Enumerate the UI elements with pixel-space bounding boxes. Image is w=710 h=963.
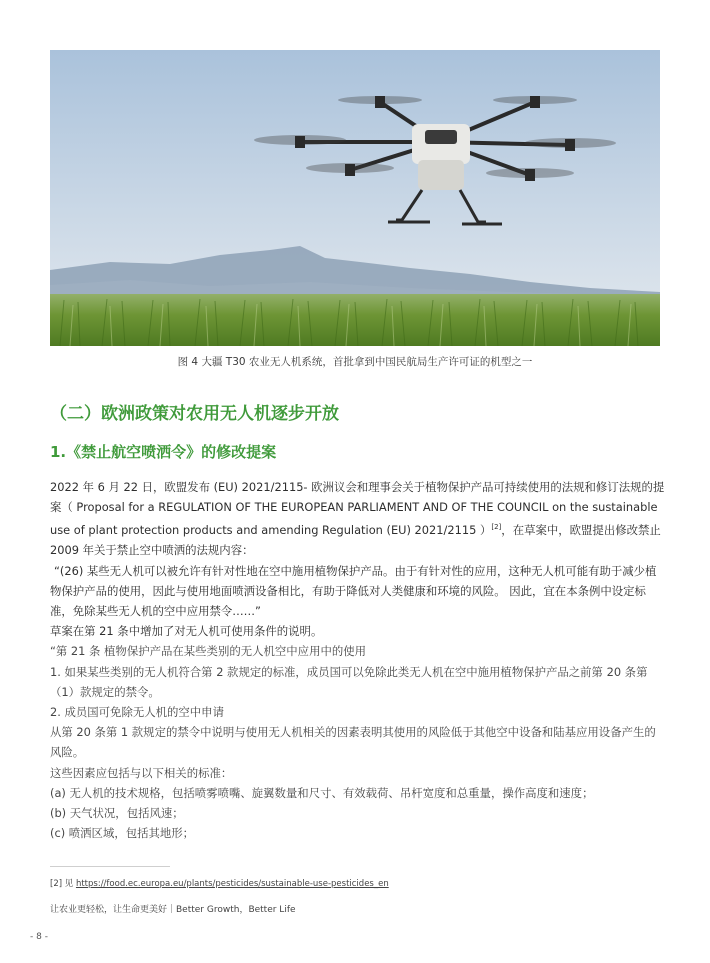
footnote-ref: [2]	[491, 523, 502, 532]
footnote-prefix: [2] 见	[50, 879, 76, 889]
body-text	[50, 477, 666, 843]
paragraph-intro-text: 2022 年 6 月 22 日，欧盟发布 (EU) 2021/2115- 欧洲议会和理事会关于植物保护产品可持续使用的法规和修订法规的提案（ Proposal for a REGULATION OF THE EUROPEAN PARLIAMENT AND OF THE COUNCIL on the sustainable use of plant protection products and amending Regulation (EU) 2021/2115 ）	[50, 480, 665, 538]
drone-photo	[50, 50, 660, 346]
article-21-title: “第 21 条 植物保护产品在某些类别的无人机空中应用中的使用	[50, 644, 367, 659]
article-21-item-2: 2. 成员国可免除无人机的空中申请	[50, 705, 224, 720]
slogan: 让农业更轻松，让生命更美好｜Better Growth，Better Life	[50, 905, 296, 915]
footnote-divider	[50, 866, 170, 867]
criterion-b: (b) 天气状况，包括风速；	[50, 806, 184, 821]
subsection-heading: 1.《禁止航空喷洒令》的修改提案	[50, 443, 277, 461]
section-heading: （二）欧洲政策对农用无人机逐步开放	[50, 404, 339, 424]
figure-caption: 图 4 大疆 T30 农业无人机系统，首批拿到中国民航局生产许可证的机型之一	[177, 356, 533, 368]
paragraph-intro-tail: ，在草案中，欧盟提出修改禁止 2009 年关于禁止空中喷洒的法规内容：	[50, 523, 661, 558]
quote-paragraph: “(26) 某些无人机可以被允许有针对性地在空中施用植物保护产品。由于有针对性的应用，这种无人机可能有助于减少植物保护产品的使用，因此与使用地面喷洒设备相比，有助于降低对人类健康和环境的风险。 因此，宜在本条例中设定标准，免除某些无人机的空中应用禁令……”	[50, 563, 657, 619]
article-21-explanation: 从第 20 条第 1 款规定的禁令中说明与使用无人机相关的因素表明其使用的风险低于其他空中设备和陆基应用设备产生的风险。	[50, 725, 656, 760]
page-number: - 8 -	[30, 932, 48, 942]
paragraph-intro	[50, 477, 666, 561]
criterion-c: (c) 喷洒区域，包括其地形；	[50, 826, 195, 841]
footnote-link[interactable]: https://food.ec.europa.eu/plants/pesticides/sustainable-use-pesticides_en	[75, 879, 389, 889]
footnote	[50, 877, 389, 889]
paragraph-article-note: 草案在第 21 条中增加了对无人机可使用条件的说明。	[50, 624, 323, 639]
criteria-intro: 这些因素应包括与以下相关的标准：	[50, 765, 233, 780]
article-21-item-1: 1. 如果某些类别的无人机符合第 2 款规定的标准，成员国可以免除此类无人机在空中施用植物保护产品之前第 20 条第（1）款规定的禁令。	[50, 664, 648, 699]
criterion-a: (a) 无人机的技术规格，包括喷雾喷嘴、旋翼数量和尺寸、有效载荷、吊杆宽度和总重量，操作高度和速度；	[50, 785, 594, 800]
